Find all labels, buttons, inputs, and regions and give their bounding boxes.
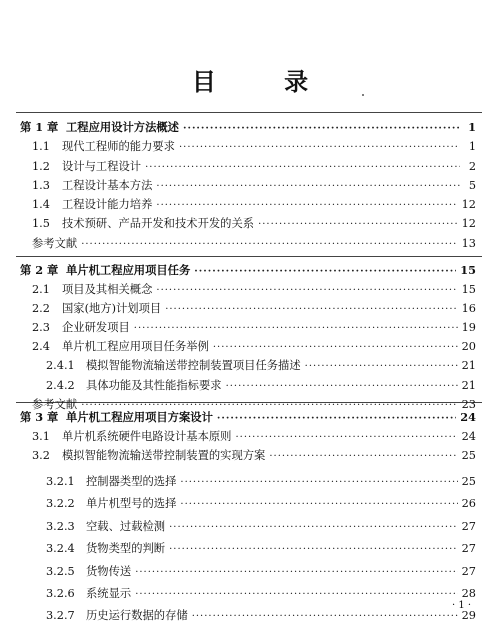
entry-title: 单片机工程应用项目任务举例 bbox=[62, 340, 209, 353]
entry-page: 5 bbox=[468, 179, 476, 192]
entry-title: 单片机工程应用项目方案设计 bbox=[66, 410, 213, 424]
entry-number: 3.2.6 bbox=[46, 587, 75, 600]
entry-page: 28 bbox=[461, 587, 476, 600]
entry-title: 具体功能及其性能指标要求 bbox=[86, 379, 222, 392]
dot-leader bbox=[194, 266, 456, 277]
toc-entry-chapter[interactable] bbox=[20, 409, 476, 425]
dot-leader bbox=[305, 361, 458, 372]
dot-leader bbox=[135, 567, 457, 578]
toc-entry-subsection[interactable] bbox=[20, 495, 476, 511]
dot-leader bbox=[145, 162, 460, 173]
entry-title: 模拟智能物流输送带控制装置项目任务描述 bbox=[86, 359, 301, 372]
entry-page: 21 bbox=[461, 379, 476, 392]
toc-entry-section[interactable] bbox=[20, 319, 476, 335]
entry-number: 3.2.4 bbox=[46, 542, 75, 555]
dot-leader bbox=[169, 544, 458, 555]
entry-page: 27 bbox=[461, 520, 476, 533]
entry-number: 1.5 bbox=[32, 217, 50, 230]
entry-number: 1.3 bbox=[32, 179, 50, 192]
entry-title: 货物类型的判断 bbox=[86, 542, 166, 555]
entry-page: 2 bbox=[468, 160, 476, 173]
entry-title: 企业研发项目 bbox=[62, 321, 130, 334]
dot-leader bbox=[135, 589, 457, 600]
entry-page: 29 bbox=[461, 609, 476, 622]
toc-entry-section[interactable] bbox=[20, 138, 476, 154]
entry-number: 3.2.1 bbox=[46, 475, 75, 488]
entry-number: 3.2.7 bbox=[46, 609, 75, 622]
entry-number: 2.3 bbox=[32, 321, 50, 334]
entry-number: 3.2.3 bbox=[46, 520, 75, 533]
dot-leader bbox=[180, 499, 457, 510]
entry-title: 工程设计基本方法 bbox=[62, 179, 153, 192]
page-title: 目 录 bbox=[191, 67, 339, 96]
dot-leader bbox=[156, 181, 460, 192]
dot-leader bbox=[217, 413, 456, 424]
entry-title: 工程应用设计方法概述 bbox=[66, 120, 179, 134]
entry-number: 第 3 章 bbox=[20, 410, 59, 424]
entry-page: 20 bbox=[461, 340, 476, 353]
entry-number: 3.2.2 bbox=[46, 497, 75, 510]
toc-entry-subsection[interactable] bbox=[20, 473, 476, 489]
page-number-footer: · 1 · bbox=[452, 600, 472, 611]
toc-entry-subsection[interactable] bbox=[20, 585, 476, 601]
entry-title: 空载、过载检测 bbox=[86, 520, 166, 533]
dot-leader bbox=[156, 285, 457, 296]
dot-leader bbox=[180, 477, 457, 488]
entry-title: 模拟智能物流输送带控制装置的实现方案 bbox=[62, 449, 266, 462]
toc-entry-section[interactable] bbox=[20, 428, 476, 444]
entry-page: 15 bbox=[460, 263, 476, 277]
toc-entry-chapter[interactable] bbox=[20, 119, 476, 135]
entry-title: 现代工程师的能力要求 bbox=[62, 140, 175, 153]
entry-number: 第 2 章 bbox=[20, 263, 59, 277]
entry-title: 参考文献 bbox=[32, 237, 78, 250]
toc-entry-subsection[interactable] bbox=[20, 607, 476, 623]
entry-number: 3.2.5 bbox=[46, 565, 75, 578]
entry-page: 13 bbox=[461, 237, 476, 250]
entry-number: 1.1 bbox=[32, 140, 50, 153]
entry-page: 24 bbox=[460, 410, 476, 424]
toc-entry-section[interactable] bbox=[20, 158, 476, 174]
dot-leader bbox=[213, 342, 458, 353]
entry-page: 19 bbox=[461, 321, 476, 334]
dot-leader bbox=[269, 451, 457, 462]
entry-number: 3.1 bbox=[32, 430, 50, 443]
entry-page: 16 bbox=[461, 302, 476, 315]
entry-title: 系统显示 bbox=[86, 587, 132, 600]
dot-leader bbox=[192, 611, 458, 622]
entry-number: 2.1 bbox=[32, 283, 50, 296]
dot-leader bbox=[156, 200, 457, 211]
divider-line bbox=[16, 112, 482, 113]
entry-number: 2.2 bbox=[32, 302, 50, 315]
entry-page: 1 bbox=[468, 120, 476, 134]
decorative-dot bbox=[362, 94, 364, 96]
entry-page: 23 bbox=[461, 398, 476, 411]
dot-leader bbox=[179, 142, 460, 153]
entry-title: 国家(地方)计划项目 bbox=[62, 302, 162, 315]
entry-page: 26 bbox=[461, 497, 476, 510]
toc-entry-section[interactable] bbox=[20, 215, 476, 231]
entry-page: 24 bbox=[461, 430, 476, 443]
dot-leader bbox=[235, 432, 457, 443]
toc-entry-subsection[interactable] bbox=[20, 540, 476, 556]
entry-number: 3.2 bbox=[32, 449, 50, 462]
entry-title: 单片机工程应用项目任务 bbox=[66, 263, 191, 277]
entry-page: 25 bbox=[461, 449, 476, 462]
dot-leader bbox=[134, 323, 458, 334]
toc-entry-section[interactable] bbox=[20, 196, 476, 212]
entry-number: 2.4.2 bbox=[46, 379, 75, 392]
toc-entry-section[interactable] bbox=[20, 281, 476, 297]
dot-leader bbox=[183, 123, 460, 134]
toc-entry-section[interactable] bbox=[20, 447, 476, 463]
divider-line bbox=[16, 256, 482, 257]
entry-title: 设计与工程设计 bbox=[62, 160, 142, 173]
entry-title: 技术预研、产品开发和技术开发的关系 bbox=[62, 217, 255, 230]
entry-title: 单片机型号的选择 bbox=[86, 497, 177, 510]
toc-entry-references[interactable] bbox=[20, 235, 476, 251]
toc-entry-subsection[interactable] bbox=[20, 563, 476, 579]
entry-page: 12 bbox=[461, 198, 476, 211]
entry-title: 单片机系统硬件电路设计基本原则 bbox=[62, 430, 232, 443]
toc-entry-subsection[interactable] bbox=[20, 357, 476, 373]
dot-leader bbox=[258, 219, 458, 230]
dot-leader bbox=[165, 304, 457, 315]
entry-number: 1.4 bbox=[32, 198, 50, 211]
entry-page: 25 bbox=[461, 475, 476, 488]
toc-entry-chapter[interactable] bbox=[20, 262, 476, 278]
entry-title: 货物传送 bbox=[86, 565, 132, 578]
dot-leader bbox=[226, 381, 458, 392]
entry-page: 15 bbox=[461, 283, 476, 296]
toc-entry-section[interactable] bbox=[20, 338, 476, 354]
toc-entry-subsection[interactable] bbox=[20, 518, 476, 534]
toc-entry-section[interactable] bbox=[20, 177, 476, 193]
toc-entry-section[interactable] bbox=[20, 300, 476, 316]
entry-page: 27 bbox=[461, 565, 476, 578]
entry-title: 项目及其相关概念 bbox=[62, 283, 153, 296]
entry-title: 控制器类型的选择 bbox=[86, 475, 177, 488]
entry-number: 第 1 章 bbox=[20, 120, 59, 134]
entry-number: 2.4 bbox=[32, 340, 50, 353]
dot-leader bbox=[81, 239, 457, 250]
entry-page: 21 bbox=[461, 359, 476, 372]
toc-entry-subsection[interactable] bbox=[20, 377, 476, 393]
entry-title: 工程设计能力培养 bbox=[62, 198, 153, 211]
entry-page: 27 bbox=[461, 542, 476, 555]
entry-page: 12 bbox=[461, 217, 476, 230]
entry-page: 1 bbox=[468, 140, 476, 153]
entry-title: 历史运行数据的存储 bbox=[86, 609, 188, 622]
entry-number: 2.4.1 bbox=[46, 359, 75, 372]
entry-number: 1.2 bbox=[32, 160, 50, 173]
dot-leader bbox=[169, 522, 458, 533]
entry-title: 参考文献 bbox=[32, 398, 78, 411]
